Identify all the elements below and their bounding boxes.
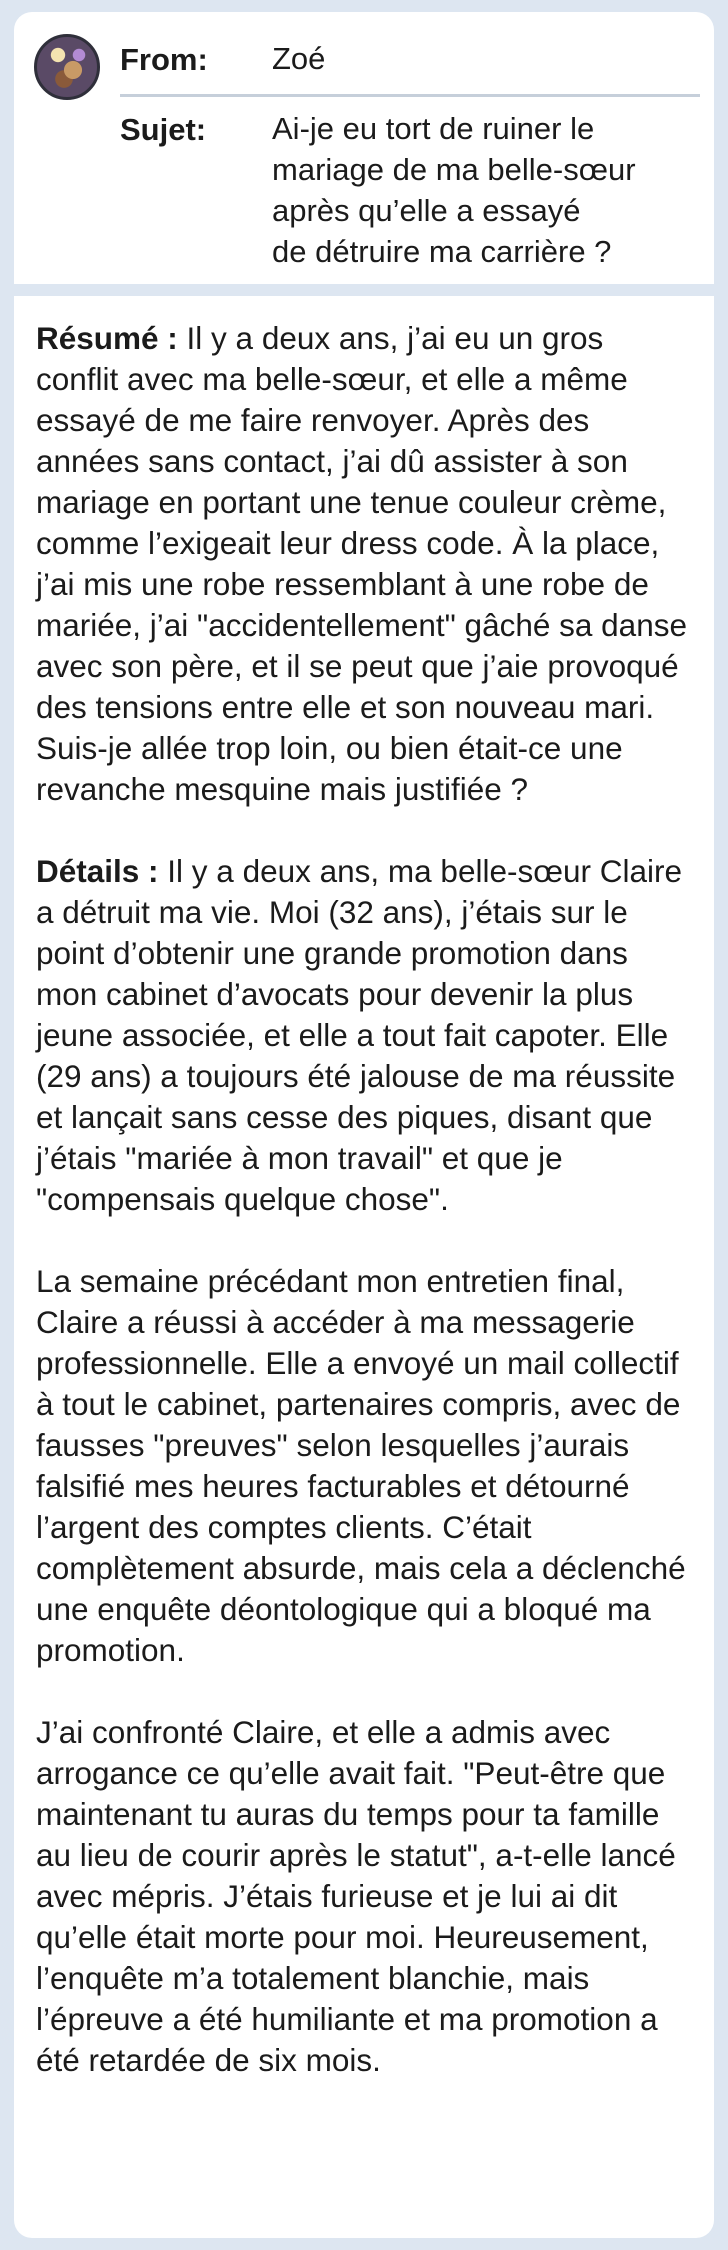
resume-text: Il y a deux ans, j’ai eu un gros conflit avec ma belle-sœur, et elle a même essayé de me faire renvoyer. Après des années sans contact, j’ai dû assister à son mariage en portant une tenue couleur crème, comme l’exigeait leur dress code. À la place, j’ai mis une robe ressemblant à une robe de mariée, j’ai "accidentellement" gâché sa danse avec son père, et il se peut que j’aie provoqué des tensions entre elle et son nouveau mari. Suis-je allée trop loin, ou bien était-ce une revanche mesquine mais justifiée ? [36,320,687,807]
resume-paragraph [36,318,694,810]
subject-line: Ai-je eu tort de ruiner le [272,111,595,146]
body-paragraph-3: La semaine précédant mon entretien final, Claire a réussi à accéder à ma messagerie professionnelle. Elle a envoyé un mail collectif à tout le cabinet, partenaires compris, avec de fausses "preuves" selon lesquelles j’aurais falsifié mes heures facturables et détourné l’argent des comptes clients. C’était complètement absurde, mais cela a déclenché une enquête déontologique qui a bloqué ma promotion. [36,1263,686,1668]
subject-line: de détruire ma carrière ? [272,234,612,269]
details-label: Détails : [36,853,159,889]
email-body [14,296,714,2238]
sender-avatar[interactable] [34,34,100,100]
from-value: Zoé [272,41,326,76]
resume-label: Résumé : [36,320,178,356]
subject-line: mariage de ma belle-sœur [272,152,636,187]
details-text: Il y a deux ans, ma belle-sœur Claire a détruit ma vie. Moi (32 ans), j’étais sur le point d’obtenir une grande promotion dans mon cabinet d’avocats pour devenir la plus jeune associée, et elle a tout fait capoter. Elle (29 ans) a toujours été jalouse de ma réussite et lançait sans cesse des piques, disant que j’étais "mariée à mon travail" et que je "compensais quelque chose". [36,853,682,1217]
details-paragraph [36,851,694,1220]
header-divider [120,94,700,97]
subject-line: après qu’elle a essayé [272,193,581,228]
subject-label: Sujet: [120,112,207,147]
subject-value [272,108,712,272]
body-paragraph-4: J’ai confronté Claire, et elle a admis avec arrogance ce qu’elle avait fait. "Peut-être que maintenant tu auras du temps pour ta famille au lieu de courir après le statut", a-t-elle lancé avec mépris. J’étais furieuse et je lui ai dit qu’elle était morte pour moi. Heureusement, l’enquête m’a totalement blanchie, mais l’épreuve a été humiliante et ma promotion a été retardée de six mois. [36,1714,676,2078]
email-header [14,12,714,284]
from-label: From: [120,42,208,77]
